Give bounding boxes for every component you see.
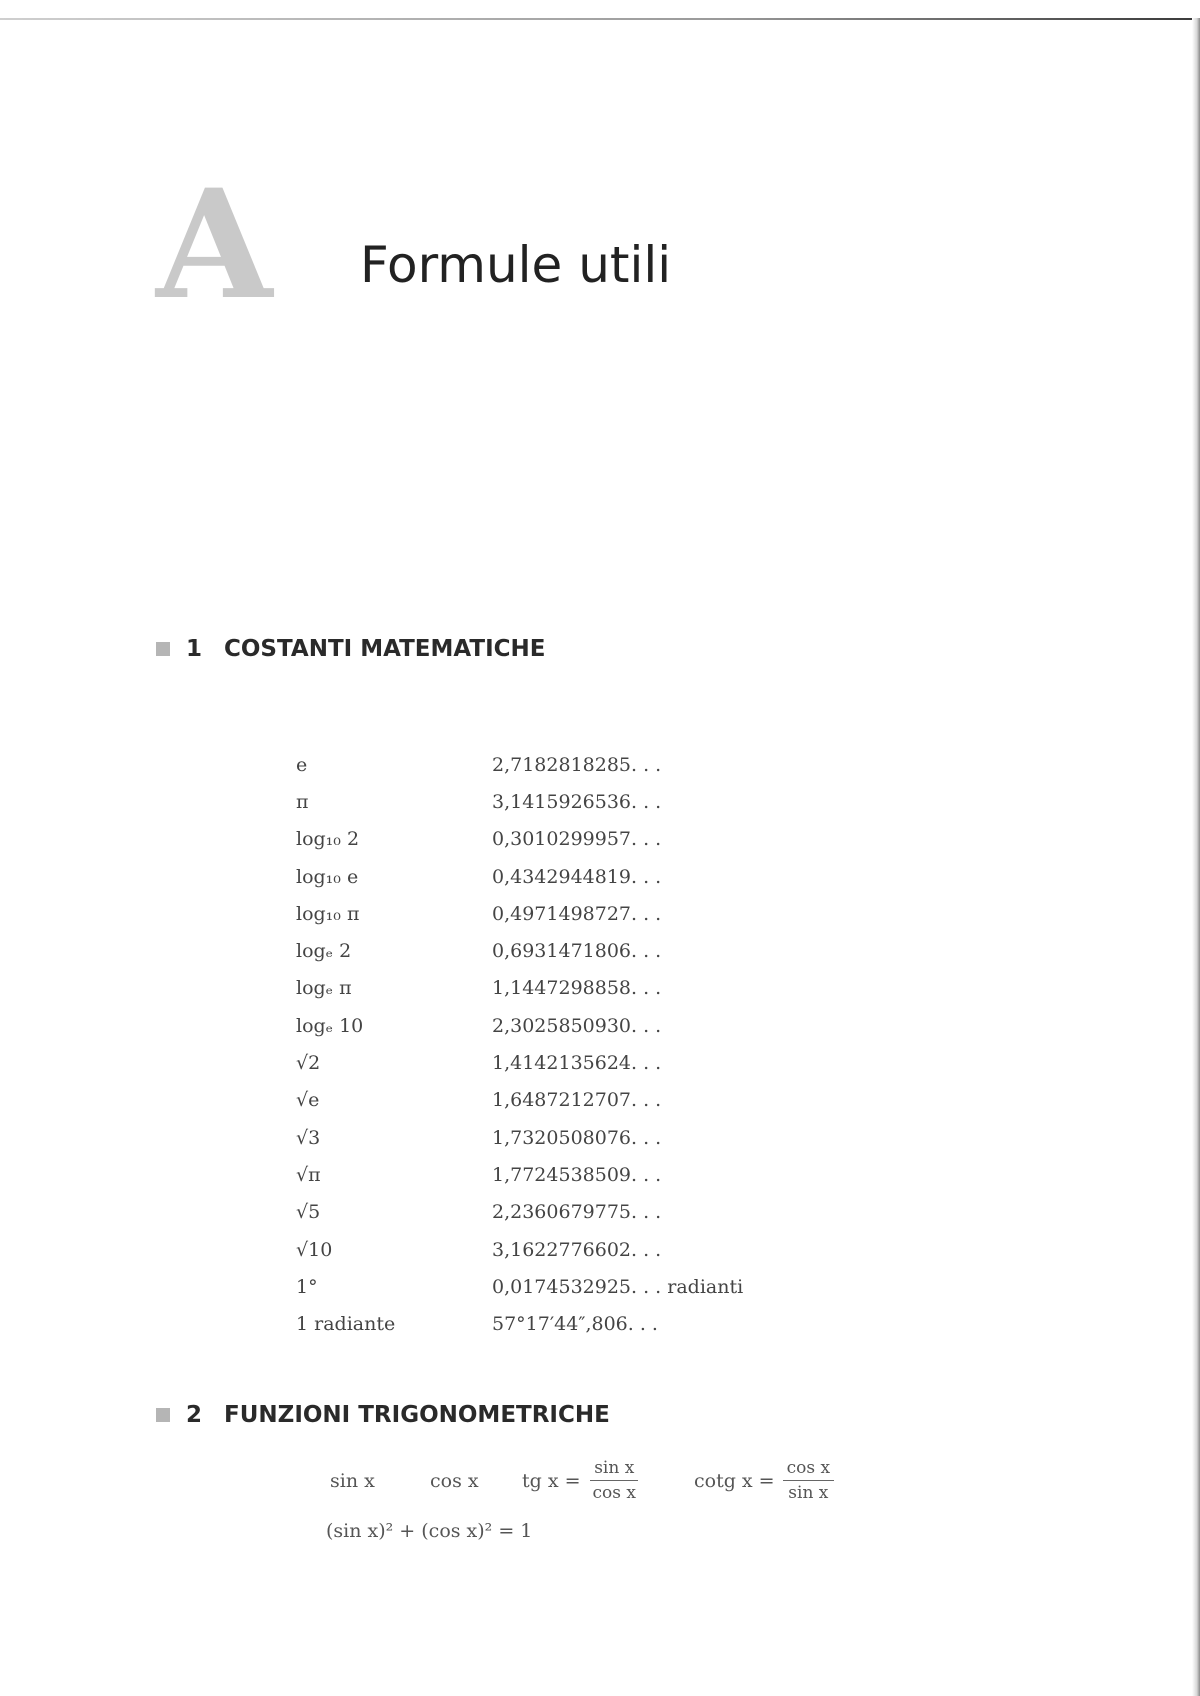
constant-row <box>296 1305 796 1342</box>
cos-term: cos x <box>430 1469 479 1492</box>
section-heading-constants <box>156 636 546 662</box>
cotg-denominator: sin x <box>788 1483 829 1503</box>
constant-value: 1,7320508076. . . <box>492 1126 662 1149</box>
constant-value: 1,7724538509. . . <box>492 1163 662 1186</box>
constant-row <box>296 895 796 932</box>
constant-name: √5 <box>296 1201 321 1224</box>
chapter-letter: A <box>156 157 273 333</box>
constant-name: √e <box>296 1089 320 1112</box>
section-title: FUNZIONI TRIGONOMETRICHE <box>224 1402 610 1428</box>
page-right-edge <box>1192 18 1200 1696</box>
constant-name: log₁₀ e <box>296 865 359 888</box>
tg-denominator: cos x <box>592 1483 636 1503</box>
constant-value: 2,7182818285. . . <box>492 753 662 776</box>
constant-value: 0,4971498727. . . <box>492 902 662 925</box>
section-title: COSTANTI MATEMATICHE <box>224 636 546 662</box>
constant-row <box>296 858 796 895</box>
section-square-icon <box>156 1408 170 1422</box>
tg-label: tg x = <box>522 1469 581 1492</box>
constant-value: 1,1447298858. . . <box>492 977 662 1000</box>
constant-value: 1,6487212707. . . <box>492 1089 662 1112</box>
cotg-label: cotg x = <box>694 1469 775 1492</box>
cotg-fraction <box>783 1458 834 1503</box>
constant-name: logₑ 10 <box>296 1014 364 1037</box>
constant-row <box>296 970 796 1007</box>
constant-row <box>296 1231 796 1268</box>
constant-name: logₑ 2 <box>296 940 352 963</box>
cotg-numerator: cos x <box>783 1458 834 1481</box>
constant-value: 2,2360679775. . . <box>492 1201 662 1224</box>
constant-row <box>296 783 796 820</box>
tg-fraction <box>589 1458 640 1503</box>
constant-row <box>296 1156 796 1193</box>
constant-value: 57°17′44″,806. . . <box>492 1313 658 1336</box>
constant-name: √π <box>296 1163 321 1186</box>
constant-value: 1,4142135624. . . <box>492 1052 662 1075</box>
section-square-icon <box>156 642 170 656</box>
constant-name: e <box>296 753 308 776</box>
page-top-edge <box>0 18 1200 20</box>
constant-value: 3,1622776602. . . <box>492 1238 662 1261</box>
constant-name: √3 <box>296 1126 321 1149</box>
constant-name: π <box>296 790 309 813</box>
constants-table <box>296 746 796 1343</box>
constant-row <box>296 932 796 969</box>
cotg-definition <box>694 1458 834 1503</box>
constant-row <box>296 1194 796 1231</box>
constant-row <box>296 746 796 783</box>
constant-row <box>296 1044 796 1081</box>
sin-term: sin x <box>330 1469 375 1492</box>
constant-value: 0,3010299957. . . <box>492 828 662 851</box>
constant-value: 0,0174532925. . . radianti <box>492 1275 744 1298</box>
chapter-title: Formule utili <box>360 236 672 294</box>
constant-name: log₁₀ π <box>296 902 360 925</box>
constant-name: log₁₀ 2 <box>296 828 360 851</box>
constant-name: √2 <box>296 1052 321 1075</box>
constant-name: logₑ π <box>296 977 352 1000</box>
constant-row <box>296 1082 796 1119</box>
pythagorean-identity: (sin x)² + (cos x)² = 1 <box>326 1520 533 1542</box>
trig-definitions <box>330 1458 834 1503</box>
section-number: 1 <box>186 636 203 662</box>
constant-row <box>296 1268 796 1305</box>
constant-name: √10 <box>296 1238 333 1261</box>
constant-name: 1° <box>296 1275 318 1298</box>
constant-value: 0,4342944819. . . <box>492 865 662 888</box>
tg-numerator: sin x <box>590 1458 638 1481</box>
constant-value: 3,1415926536. . . <box>492 790 662 813</box>
constant-row <box>296 1007 796 1044</box>
constant-name: 1 radiante <box>296 1313 396 1336</box>
constant-value: 0,6931471806. . . <box>492 940 662 963</box>
section-heading-trig <box>156 1402 610 1428</box>
constant-value: 2,3025850930. . . <box>492 1014 662 1037</box>
constant-row <box>296 1119 796 1156</box>
constant-row <box>296 821 796 858</box>
section-number: 2 <box>186 1402 203 1428</box>
tg-definition <box>522 1458 694 1503</box>
